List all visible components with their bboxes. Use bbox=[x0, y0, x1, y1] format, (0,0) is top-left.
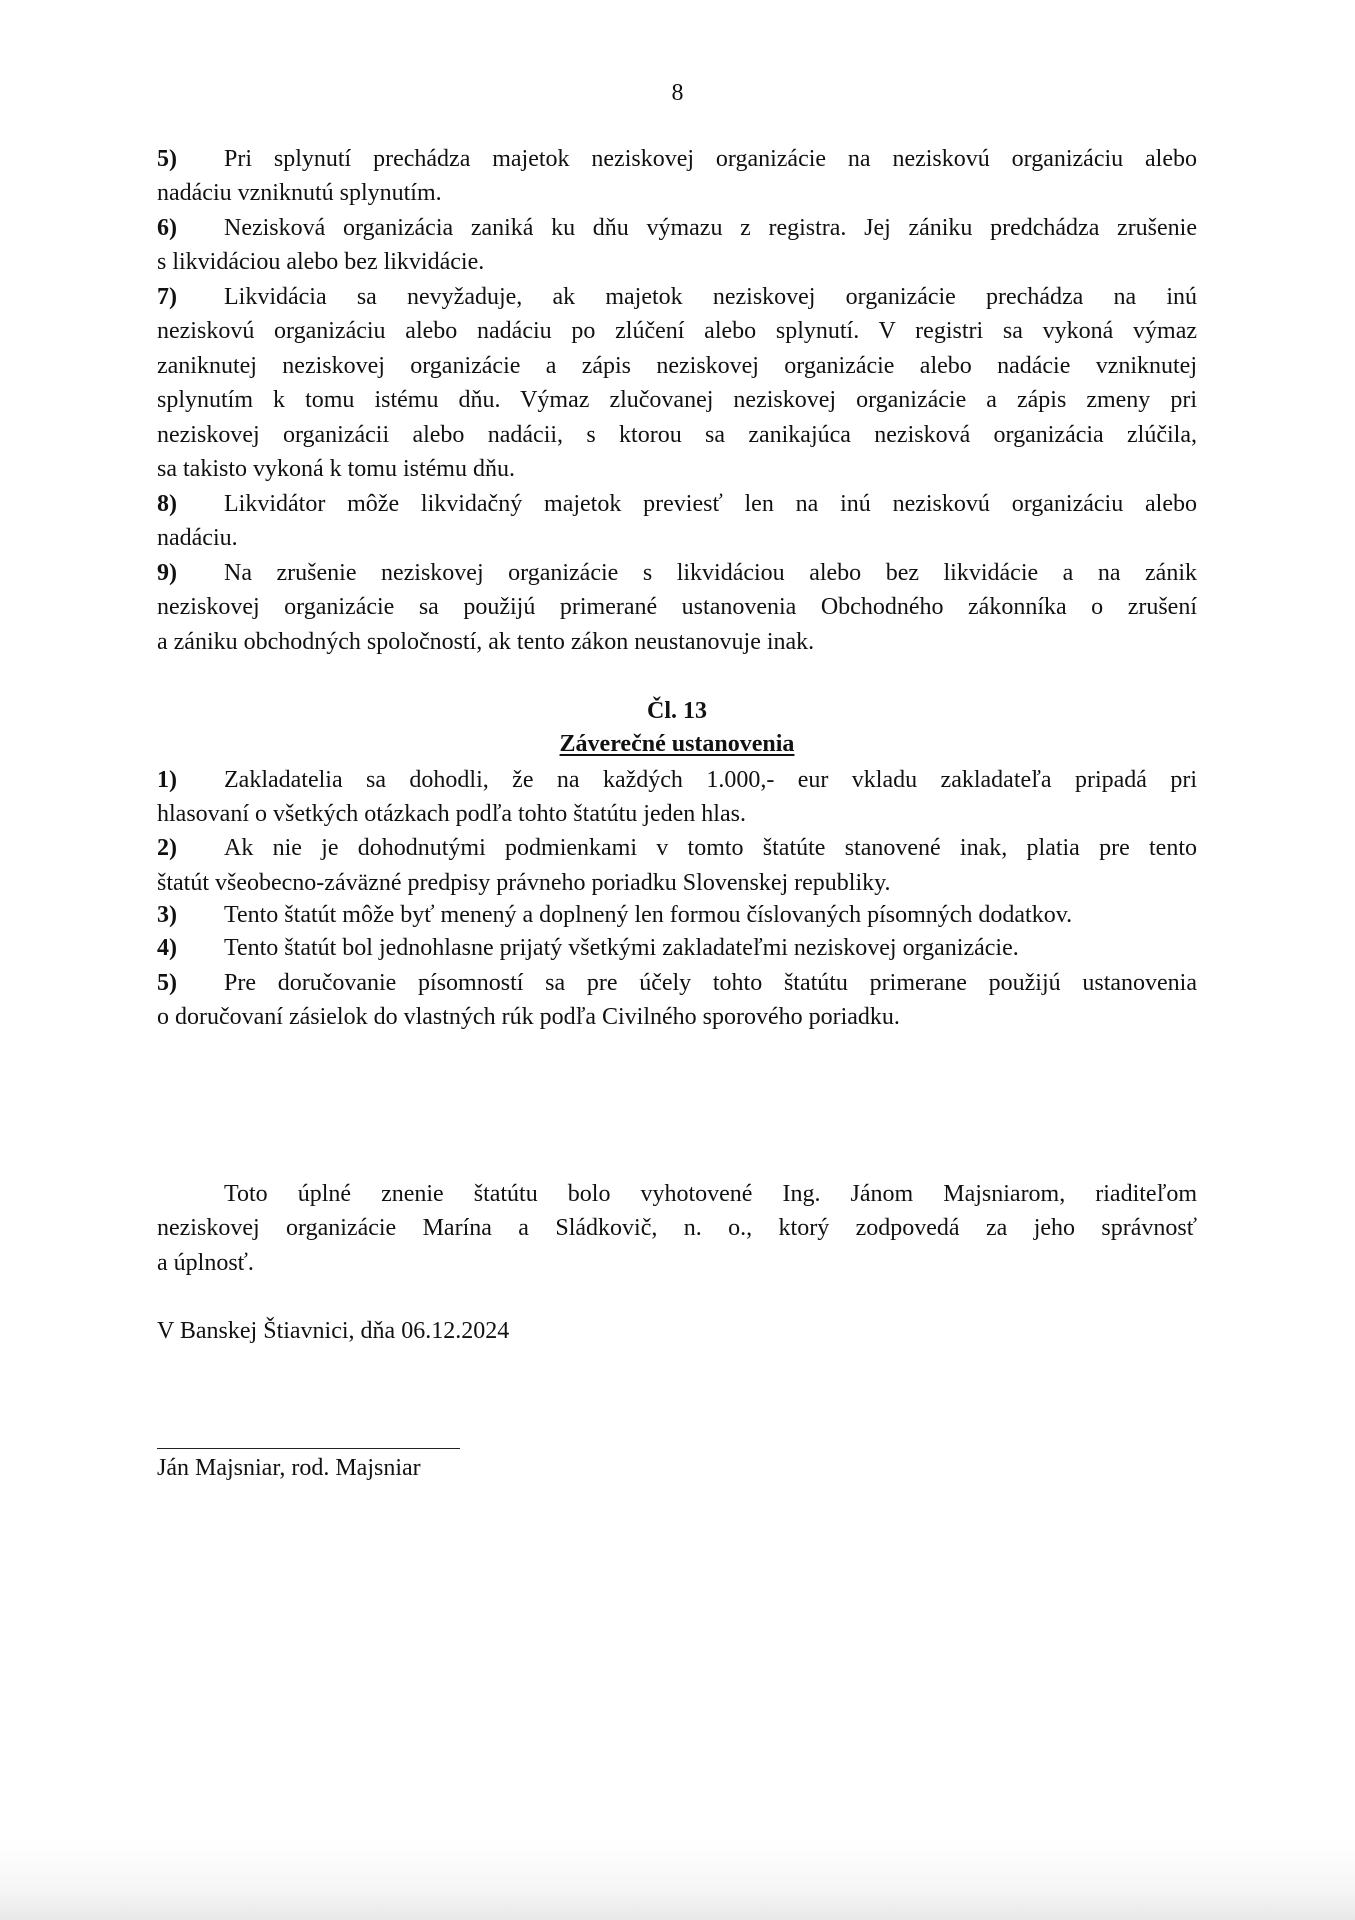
text-line: 5) Pri splynutí prechádza majetok neziskovej organizácie na neziskovú organizáciu alebo bbox=[157, 142, 1197, 176]
text-line: s likvidáciou alebo bez likvidácie. bbox=[157, 249, 485, 275]
article-number: Čl. 13 bbox=[647, 698, 707, 724]
text-line: štatút všeobecno-záväzné predpisy právneho poriadku Slovenskej republiky. bbox=[157, 870, 891, 896]
text-line: nadáciu vzniknutú splynutím. bbox=[157, 180, 442, 206]
text-line: sa takisto vykoná k tomu istému dňu. bbox=[157, 456, 515, 482]
item-number: 2) bbox=[157, 835, 177, 861]
text-line: neziskovej organizácii alebo nadácii, s ktorou sa zanikajúca nezisková organizácia zlúčila, bbox=[157, 422, 1197, 448]
item-number: 1) bbox=[157, 767, 177, 793]
text-line: 4) Tento štatút bol jednohlasne prijatý všetkými zakladateľmi neziskovej organizácie. bbox=[157, 931, 1197, 965]
signature-line bbox=[157, 1448, 460, 1449]
text-line: splynutím k tomu istému dňu. Výmaz zlučovanej neziskovej organizácie a zápis zmeny pri bbox=[157, 387, 1197, 413]
text-line: a úplnosť. bbox=[157, 1250, 254, 1276]
text-line: 1) Zakladatelia sa dohodli, že na každých 1.000,- eur vkladu zakladateľa pripadá pri bbox=[157, 763, 1197, 797]
text-line: neziskovú organizáciu alebo nadáciu po zlúčení alebo splynutí. V registri sa vykoná výmaz bbox=[157, 318, 1197, 344]
item-number: 7) bbox=[157, 284, 177, 310]
text-line: 6) Nezisková organizácia zaniká ku dňu výmazu z registra. Jej zániku predchádza zrušenie bbox=[157, 211, 1197, 245]
article-title: Záverečné ustanovenia bbox=[559, 731, 795, 757]
text-line: a zániku obchodných spoločností, ak tento zákon neustanovuje inak. bbox=[157, 629, 815, 655]
text-line: 2) Ak nie je dohodnutými podmienkami v tomto štatúte stanovené inak, platia pre tento bbox=[157, 831, 1197, 865]
text-line: 7) Likvidácia sa nevyžaduje, ak majetok neziskovej organizácie prechádza na inú bbox=[157, 280, 1197, 314]
text-line: hlasovaní o všetkých otázkach podľa tohto štatútu jeden hlas. bbox=[157, 801, 746, 827]
text-line: neziskovej organizácie sa použijú primerané ustanovenia Obchodného zákonníka o zrušení bbox=[157, 594, 1197, 620]
item-number: 3) bbox=[157, 902, 177, 928]
text-line: 5) Pre doručovanie písomností sa pre účely tohto štatútu primerane použijú ustanovenia bbox=[157, 966, 1197, 1000]
article-title-wrap bbox=[157, 727, 1197, 761]
item-number: 9) bbox=[157, 560, 177, 586]
item-number: 8) bbox=[157, 491, 177, 517]
page-number: 8 bbox=[671, 80, 684, 106]
text-line: o doručovaní zásielok do vlastných rúk podľa Civilného sporového poriadku. bbox=[157, 1004, 900, 1030]
signature-name: Ján Majsniar, rod. Majsniar bbox=[157, 1455, 421, 1481]
place-date: V Banskej Štiavnici, dňa 06.12.2024 bbox=[157, 1318, 510, 1344]
text-line: zaniknutej neziskovej organizácie a zápis neziskovej organizácie alebo nadácie vzniknutej bbox=[157, 353, 1197, 379]
text-line: 3) Tento štatút môže byť menený a doplnený len formou číslovaných písomných dodatkov. bbox=[157, 898, 1197, 932]
item-number: 5) bbox=[157, 146, 177, 172]
text-line: neziskovej organizácie Marína a Sládkovič, n. o., ktorý zodpovedá za jeho správnosť bbox=[157, 1215, 1197, 1241]
item-number: 5) bbox=[157, 970, 177, 996]
text-line: 8) Likvidátor môže likvidačný majetok previesť len na inú neziskovú organizáciu alebo bbox=[157, 487, 1197, 521]
text-line: Toto úplné znenie štatútu bolo vyhotovené Ing. Jánom Majsniarom, riaditeľom bbox=[224, 1181, 1197, 1207]
item-number: 4) bbox=[157, 935, 177, 961]
item-number: 6) bbox=[157, 215, 177, 241]
text-line: nadáciu. bbox=[157, 525, 238, 551]
text-line: 9) Na zrušenie neziskovej organizácie s likvidáciou alebo bez likvidácie a na zánik bbox=[157, 556, 1197, 590]
